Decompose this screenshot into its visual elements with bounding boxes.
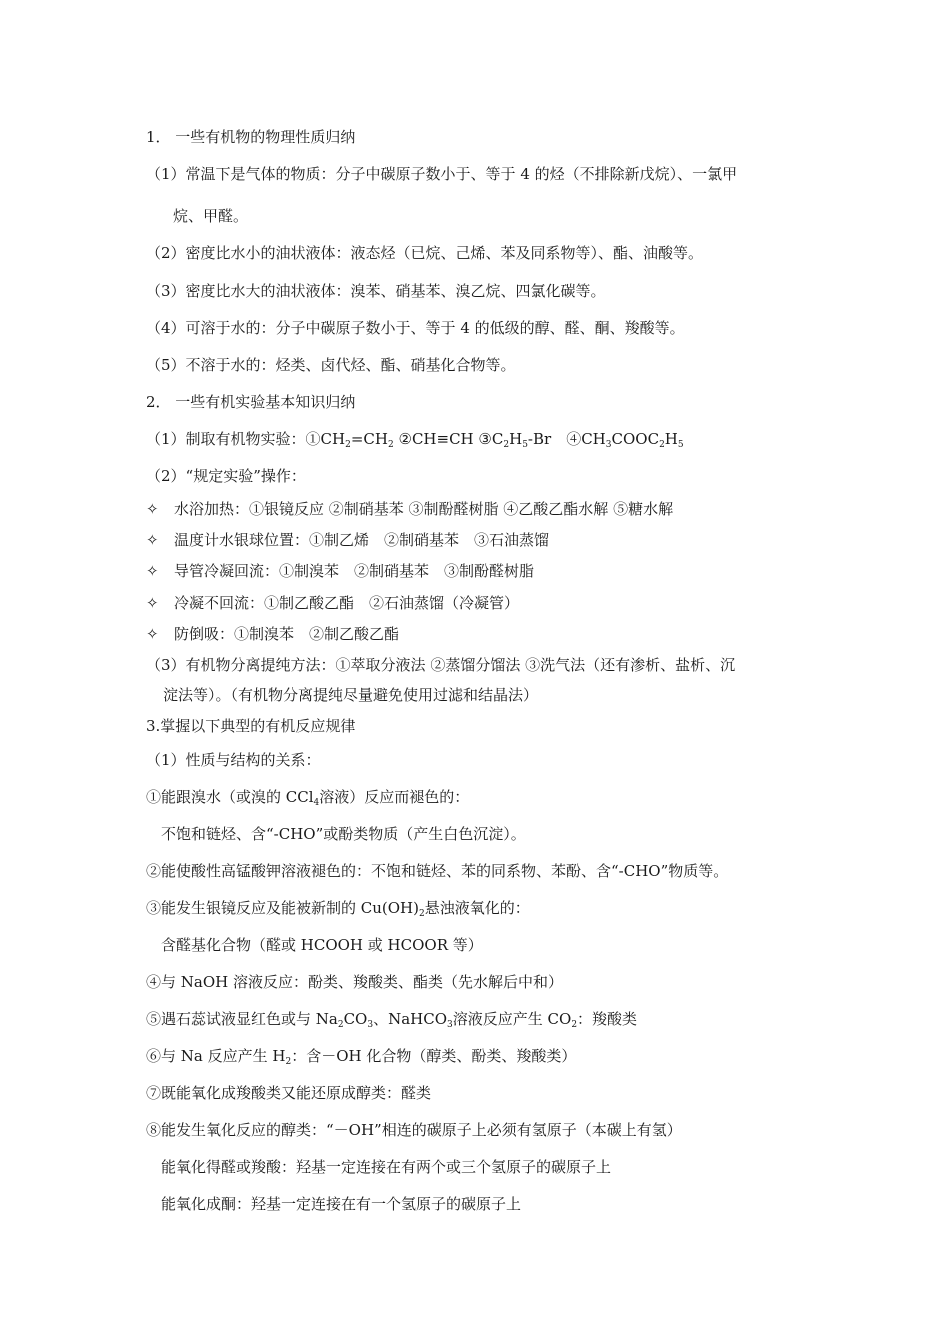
bullet-item: ✧ 导管冷凝回流：①制溴苯 ②制硝基苯 ③制酚醛树脂 [146, 562, 535, 580]
rule-2: ②能使酸性高锰酸钾溶液褪色的：不饱和链烃、苯的同系物、苯酚、含“-CHO”物质等。 [146, 862, 729, 880]
rule-1-detail: 不饱和链烃、含“-CHO”或酚类物质（产生白色沉淀）。 [161, 825, 526, 843]
rule-8: ⑧能发生氧化反应的醇类：“－OH”相连的碳原子上必须有氢原子（本碳上有氢） [146, 1121, 682, 1139]
rule-5: ⑤遇石蕊试液显红色或与 $Na_2CO_3$、NaHCO$_3$溶液反应产生 $CO_2$：羧酸类 [146, 1010, 638, 1030]
section-3-subheading: （1）性质与结构的关系： [146, 751, 321, 769]
bullet-item: ✧ 水浴加热：①银镜反应 ②制硝基苯 ③制酚醛树脂 ④乙酸乙酯水解 ⑤糖水解 [146, 500, 674, 518]
diamond-icon: ✧ [146, 500, 159, 518]
rule-3: ③能发生银镜反应及能被新制的 $Cu(OH)_2$悬浊液氧化的： [146, 899, 530, 919]
section-1-heading: 1． 一些有机物的物理性质归纳 [146, 128, 356, 146]
diamond-icon: ✧ [146, 625, 159, 643]
rule-8-detail-2: 能氧化成酮：羟基一定连接在有一个氢原子的碳原子上 [161, 1195, 522, 1213]
section-1-item-4: （4）可溶于水的：分子中碳原子数小于、等于 4 的低级的醇、醛、酮、羧酸等。 [146, 319, 685, 337]
diamond-icon: ✧ [146, 562, 159, 580]
section-1-item-1-cont: 烷、甲醛。 [173, 207, 249, 225]
section-1-item-2: （2）密度比水小的油状液体：液态烃（已烷、己烯、苯及同系物等）、酯、油酸等。 [146, 244, 704, 262]
diamond-icon: ✧ [146, 594, 159, 612]
rule-3-detail: 含醛基化合物（醛或 HCOOH 或 HCOOR 等） [161, 936, 483, 954]
section-1-item-5: （5）不溶于水的：烃类、卤代烃、酯、硝基化合物等。 [146, 356, 516, 374]
rule-7: ⑦既能氧化成羧酸类又能还原成醇类：醛类 [146, 1084, 432, 1102]
section-2-heading: 2． 一些有机实验基本知识归纳 [146, 393, 356, 411]
bullet-item: ✧ 温度计水银球位置：①制乙烯 ②制硝基苯 ③石油蒸馏 [146, 531, 550, 549]
section-1-item-1: （1）常温下是气体的物质：分子中碳原子数小于、等于 4 的烃（不排除新戊烷）、一氯甲 [146, 165, 738, 183]
section-2-item-3-cont: 淀法等）。（有机物分离提纯尽量避免使用过滤和结晶法） [163, 686, 539, 704]
rule-4: ④与 NaOH 溶液反应：酚类、羧酸类、酯类（先水解后中和） [146, 973, 563, 991]
bullet-item: ✧ 冷凝不回流：①制乙酸乙酯 ②石油蒸馏（冷凝管） [146, 594, 520, 612]
section-2-item-1: （1）制取有机物实验：$①CH_2=CH_2$ ②CH≡CH $③C_2H_5-Br$ $④CH_3COOC_2H_5$ [146, 430, 684, 450]
rule-8-detail-1: 能氧化得醛或羧酸：羟基一定连接在有两个或三个氢原子的碳原子上 [161, 1158, 612, 1176]
rule-6: ⑥与 Na 反应产生 $H_2$：含－OH 化合物（醇类、酚类、羧酸类） [146, 1047, 577, 1067]
section-2-item-3: （3）有机物分离提纯方法：①萃取分液法 ②蒸馏分馏法 ③洗气法（还有渗析、盐析、沉 [146, 656, 736, 674]
diamond-icon: ✧ [146, 531, 159, 549]
section-1-item-3: （3）密度比水大的油状液体：溴苯、硝基苯、溴乙烷、四氯化碳等。 [146, 282, 606, 300]
rule-1: ①能跟溴水（或溴的 CCl$_4$溶液）反应而褪色的： [146, 788, 470, 808]
section-3-heading: 3.掌握以下典型的有机反应规律 [146, 717, 356, 735]
section-2-item-2: （2）“规定实验”操作： [146, 467, 306, 485]
bullet-item: ✧ 防倒吸：①制溴苯 ②制乙酸乙酯 [146, 625, 400, 643]
